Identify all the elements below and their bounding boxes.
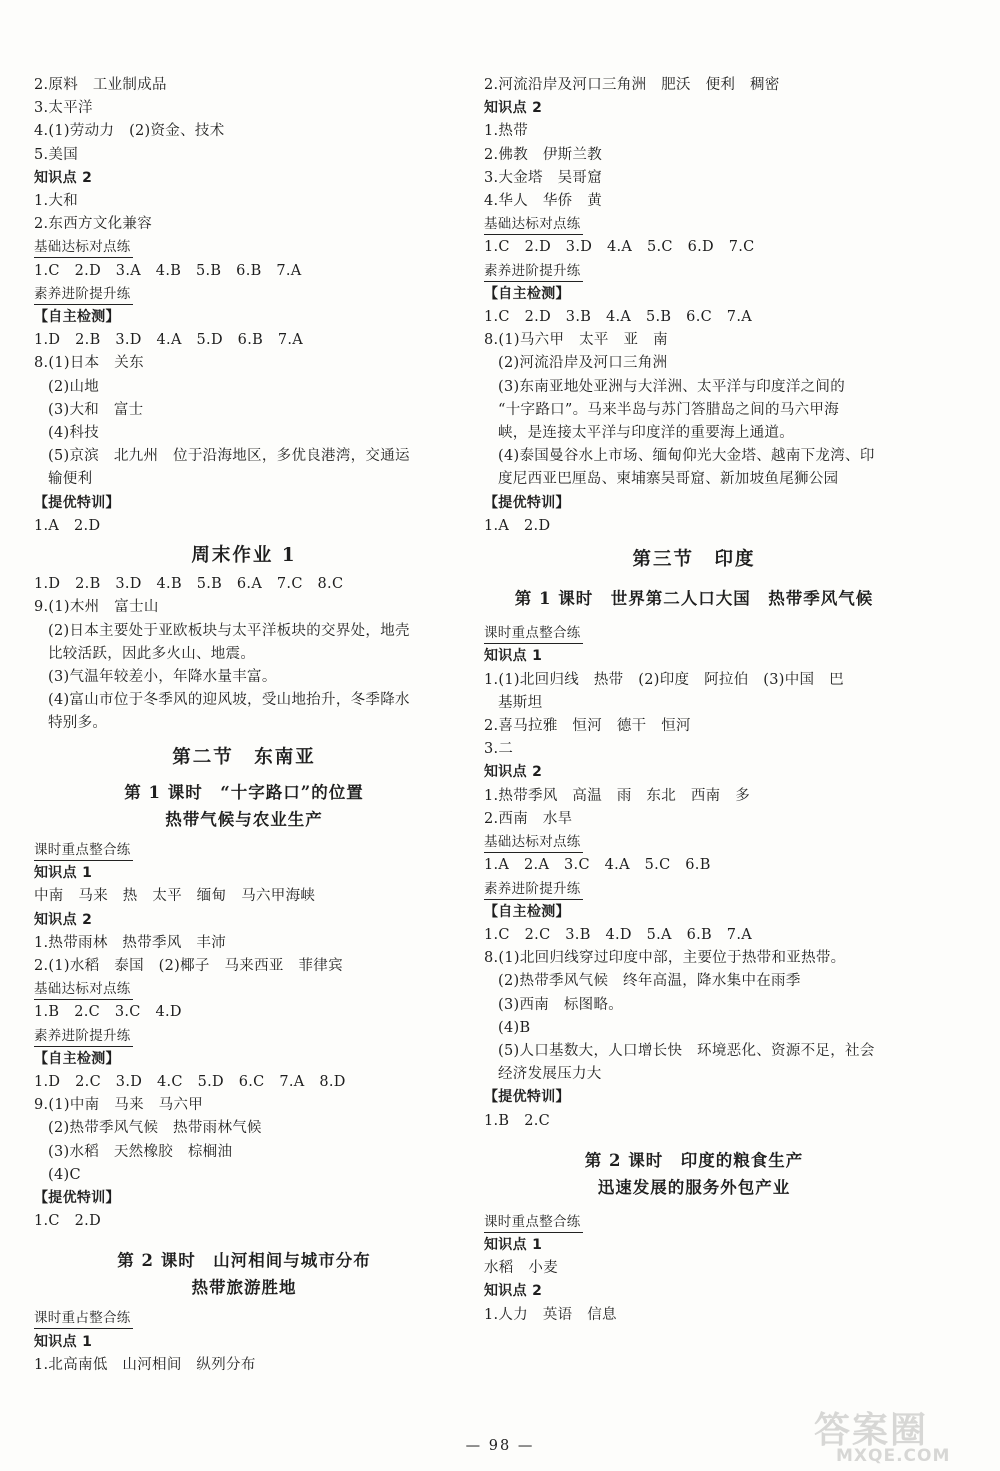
answer-line: (5)人口基数大，人口增长快 环境恶化、资源不足，社会 [498, 1042, 875, 1059]
answer-line: 水稻 小麦 [484, 1260, 558, 1277]
answer-line: 1.(1)北回归线 热带 (2)印度 阿拉伯 (3)中国 巴 [484, 671, 844, 688]
answer-line: 1.热带季风 高温 雨 东北 西南 多 [484, 787, 751, 804]
answer-line: 8.(1)北回归线穿过印度中部，主要位于热带和亚热带。 [484, 950, 846, 967]
answer-line: (3)水稻 天然橡胶 棕榈油 [48, 1143, 233, 1160]
answer-line: 2.佛教 伊斯兰教 [484, 146, 603, 163]
enhancement-training-label: 【提优特训】 [34, 494, 120, 511]
knowledge-point-label: 知识点 2 [34, 169, 93, 186]
answer-line: 1.C 2.D 3.D 4.A 5.C 6.D 7.C [484, 239, 755, 256]
answer-line: (3)气温年较差小，年降水量丰富。 [48, 669, 277, 686]
answer-line: 3.太平洋 [34, 100, 93, 117]
answer-line: 1.A 2.D [484, 517, 551, 534]
enhancement-training-label: 【提优特训】 [34, 1189, 120, 1206]
enhancement-training-label: 【提优特训】 [484, 494, 570, 511]
answer-line: (2)热带季风气候 热带雨林气候 [48, 1120, 262, 1137]
lesson-title: 第 1 课时 世界第二人口大国 热带季风气候 [514, 589, 874, 609]
answer-line: (2)热带季风气候 终年高温，降水集中在雨季 [498, 973, 801, 990]
section-tag-basic-practice: 基础达标对点练 [34, 980, 133, 1000]
section-tag-basic-practice: 基础达标对点练 [484, 833, 583, 853]
answer-line: 1.C 2.D [34, 1213, 101, 1230]
answer-line: 9.(1)中南 马来 马六甲 [34, 1097, 204, 1114]
answer-line: 度尼西亚巴厘岛、柬埔寨吴哥窟、新加坡鱼尾狮公园 [498, 471, 839, 488]
answer-line: 2.西南 水旱 [484, 810, 573, 827]
weekend-homework-title: 周末作业 1 [191, 545, 297, 567]
section-tag-advanced-practice: 素养进阶提升练 [34, 1027, 133, 1047]
section-tag-advanced-practice: 素养进阶提升练 [484, 262, 583, 282]
answer-line: “十字路口”。马来半岛与苏门答腊岛之间的马六甲海 [498, 401, 840, 418]
self-check-label: 【自主检测】 [34, 309, 120, 326]
answer-line: 特别多。 [48, 715, 108, 732]
answer-line: 比较活跃，因此多火山、地震。 [48, 645, 256, 662]
answer-line: (2)山地 [48, 378, 100, 395]
answer-line: 1.热带雨林 热带季风 丰沛 [34, 934, 227, 951]
self-check-label: 【自主检测】 [34, 1050, 120, 1067]
section-tag-key-practice: 课时重点整合练 [34, 841, 133, 861]
watermark-logo [808, 1402, 974, 1468]
knowledge-point-label: 知识点 2 [484, 100, 543, 117]
answer-line: (2)日本主要处于亚欧板块与太平洋板块的交界处，地壳 [48, 622, 410, 639]
section-tag-key-practice: 课时重占整合练 [34, 1309, 133, 1329]
answer-line: 3.大金塔 吴哥窟 [484, 169, 603, 186]
answer-line: (4)科技 [48, 425, 100, 442]
answer-line: 1.D 2.C 3.D 4.C 5.D 6.C 7.A 8.D [34, 1073, 346, 1090]
answer-line: 8.(1)日本 关东 [34, 355, 144, 372]
answer-line: (4)B [498, 1019, 531, 1036]
self-check-label: 【自主检测】 [484, 903, 570, 920]
answer-line: (3)大和 富士 [48, 401, 144, 418]
answer-line: 1.人力 英语 信息 [484, 1306, 617, 1323]
section-title: 第二节 东南亚 [172, 746, 316, 768]
answer-line: 1.B 2.C [484, 1112, 551, 1129]
section-title: 第三节 印度 [632, 549, 756, 571]
answer-line: 输便利 [48, 471, 93, 488]
knowledge-point-label: 知识点 1 [484, 1236, 543, 1253]
answer-line: 1.北高南低 山河相间 纵列分布 [34, 1356, 256, 1373]
answer-line: (4)富山市位于冬季风的迎风坡，受山地抬升，冬季降水 [48, 692, 410, 709]
answer-line: 1.D 2.B 3.D 4.A 5.D 6.B 7.A [34, 332, 304, 349]
left-column [34, 74, 454, 1377]
lesson-title: 第 2 课时 印度的粮食生产 [584, 1150, 804, 1170]
knowledge-point-label: 知识点 1 [34, 1333, 93, 1350]
page-number: — 98 — [465, 1438, 535, 1454]
answer-line: (3)西南 标图略。 [498, 996, 624, 1013]
answer-line: 1.C 2.C 3.B 4.D 5.A 6.B 7.A [484, 926, 753, 943]
knowledge-point-label: 知识点 1 [34, 865, 93, 882]
answer-line: (2)河流沿岸及河口三角洲 [498, 355, 668, 372]
answer-line: 1.A 2.A 3.C 4.A 5.C 6.B [484, 857, 711, 874]
watermark-text: 答案圈 [814, 1410, 929, 1451]
enhancement-training-label: 【提优特训】 [484, 1089, 570, 1106]
answer-line: 9.(1)木州 富士山 [34, 599, 159, 616]
knowledge-point-label: 知识点 1 [484, 648, 543, 665]
answer-line: 1.D 2.B 3.D 4.B 5.B 6.A 7.C 8.C [34, 576, 344, 593]
answer-line: 3.二 [484, 741, 514, 758]
self-check-label: 【自主检测】 [484, 285, 570, 302]
answer-line: 2.东西方文化兼容 [34, 216, 153, 233]
knowledge-point-label: 知识点 2 [34, 911, 93, 928]
answer-line: 4.(1)劳动力 (2)资金、技术 [34, 123, 225, 140]
right-column [484, 74, 904, 1327]
answer-line: 经济发展压力大 [498, 1066, 602, 1083]
section-tag-basic-practice: 基础达标对点练 [34, 238, 133, 258]
section-tag-key-practice: 课时重点整合练 [484, 624, 583, 644]
answer-line: 2.喜马拉雅 恒河 德干 恒河 [484, 718, 691, 735]
answer-line: (3)东南亚地处亚洲与大洋洲、太平洋与印度洋之间的 [498, 378, 846, 395]
answer-line: 1.A 2.D [34, 517, 101, 534]
answer-line: 1.热带 [484, 123, 529, 140]
answer-line: 1.C 2.D 3.B 4.A 5.B 6.C 7.A [484, 309, 753, 326]
answer-line: 1.C 2.D 3.A 4.B 5.B 6.B 7.A [34, 262, 302, 279]
section-tag-key-practice: 课时重点整合练 [484, 1213, 583, 1233]
answer-line: 5.美国 [34, 146, 79, 163]
knowledge-point-label: 知识点 2 [484, 1283, 543, 1300]
answer-line: 基斯坦 [498, 694, 543, 711]
answer-line: 2.河流沿岸及河口三角洲 肥沃 便利 稠密 [484, 77, 780, 93]
lesson-subtitle: 热带气候与农业生产 [165, 809, 323, 829]
answer-line: (4)C [48, 1166, 81, 1183]
lesson-title: 第 2 课时 山河相间与城市分布 [117, 1251, 371, 1271]
answer-line: 2.(1)水稻 泰国 (2)椰子 马来西亚 菲律宾 [34, 957, 343, 974]
section-tag-advanced-practice: 素养进阶提升练 [484, 880, 583, 900]
answer-line: 1.B 2.C 3.C 4.D [34, 1004, 182, 1021]
section-tag-basic-practice: 基础达标对点练 [484, 215, 583, 235]
answer-line: 2.原料 工业制成品 [34, 77, 167, 93]
answer-line: 4.华人 华侨 黄 [484, 193, 603, 210]
lesson-title: 第 1 课时 “十字路口”的位置 [124, 782, 364, 802]
answer-line: (4)泰国曼谷水上市场、缅甸仰光大金塔、越南下龙湾、印 [498, 448, 875, 465]
section-tag-advanced-practice: 素养进阶提升练 [34, 285, 133, 305]
answer-line: 峡，是连接太平洋与印度洋的重要海上通道。 [498, 425, 794, 442]
answer-line: 1.大和 [34, 193, 79, 210]
answer-line: (5)京滨 北九州 位于沿海地区，多优良港湾，交通运 [48, 448, 410, 465]
knowledge-point-label: 知识点 2 [484, 764, 543, 781]
answer-line: 8.(1)马六甲 太平 亚 南 [484, 332, 668, 349]
lesson-subtitle: 热带旅游胜地 [191, 1278, 297, 1298]
lesson-subtitle: 迅速发展的服务外包产业 [597, 1177, 791, 1197]
answer-line: 中南 马来 热 太平 缅甸 马六甲海峡 [34, 888, 316, 905]
watermark-site: MXQE.COM [836, 1446, 951, 1466]
